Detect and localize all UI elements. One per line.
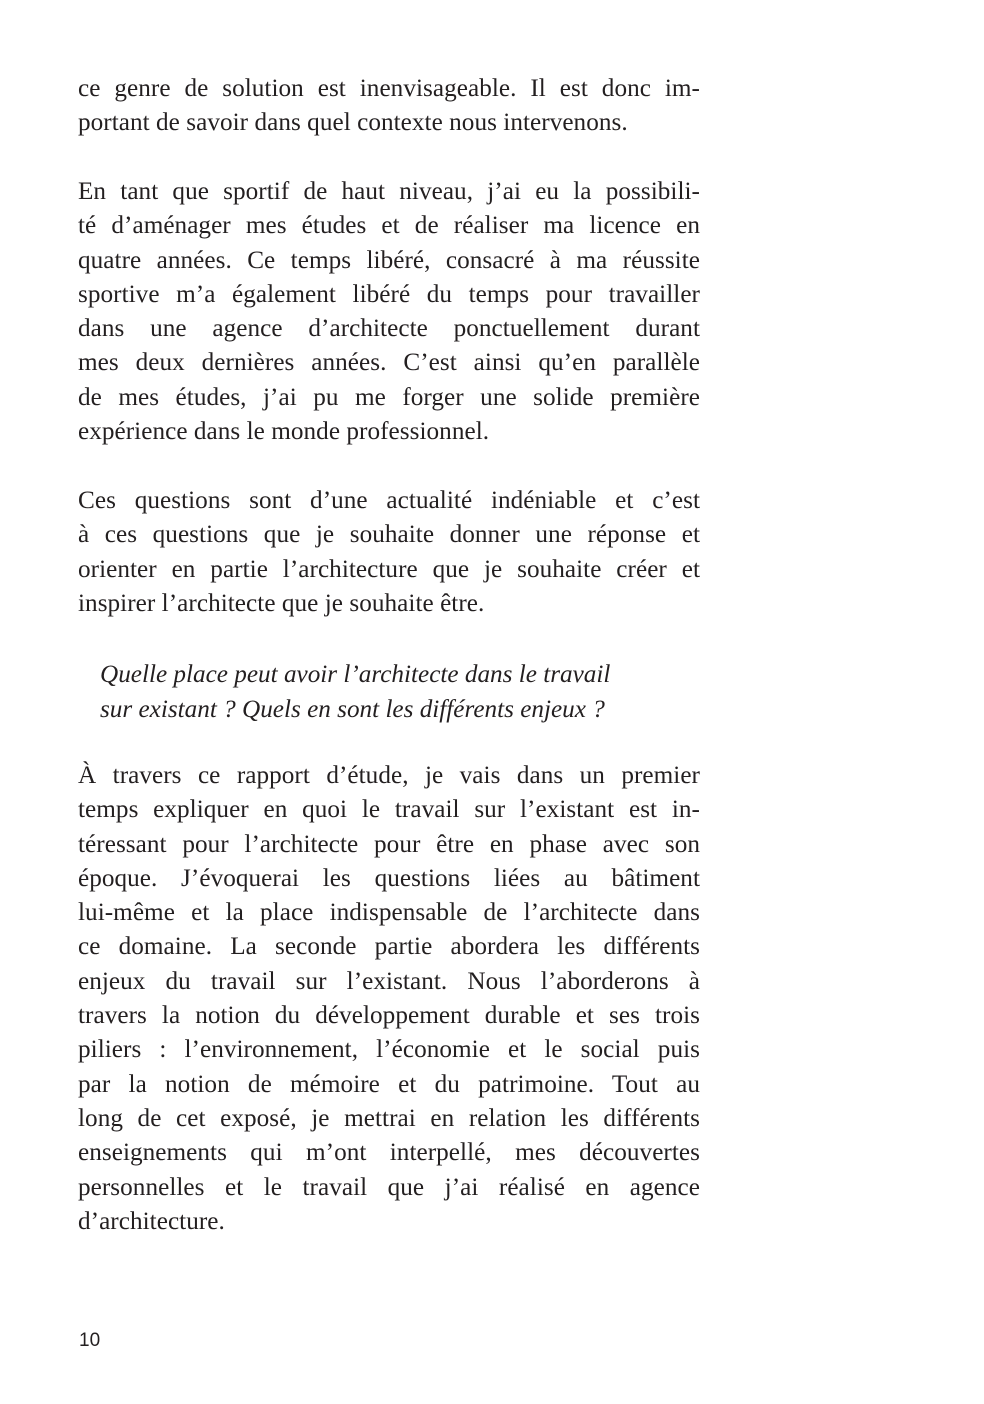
research-question [100, 657, 700, 727]
text-line: À travers ce rapport d’étude, je vais dans un premier [78, 762, 700, 789]
text-line: enseignements qui m’ont interpellé, mes découvertes [78, 1139, 700, 1167]
text-line: ce genre de solution est inenvisageable. Il est donc im- [78, 75, 700, 102]
text-line: long de cet exposé, je mettrai en relation les différents [78, 1104, 700, 1132]
paragraph-athlete-experience [78, 175, 700, 449]
paragraph-report-outline [78, 759, 700, 1239]
text-line: dans une agence d’architecte ponctuellement durant [78, 315, 700, 343]
text-line: orienter en partie l’architecture que je souhaite créer et [78, 555, 700, 583]
text-line: piliers : l’environnement, l’économie et le social puis [78, 1036, 700, 1064]
text-line: personnelles et le travail que j’ai réalisé en agence [78, 1173, 700, 1201]
question-line: Quelle place peut avoir l’architecte dans le travail [100, 661, 611, 688]
paragraph-current-questions [78, 484, 700, 621]
text-line: d’architecture. [78, 1207, 225, 1235]
text-line: mes deux dernières années. C’est ainsi qu’en parallèle [78, 349, 700, 377]
text-line: époque. J’évoquerai les questions liées au bâtiment [78, 864, 700, 892]
page-number: 10 [79, 1330, 101, 1351]
text-line: ce domaine. La seconde partie abordera les différents [78, 933, 700, 961]
text-line: En tant que sportif de haut niveau, j’ai eu la possibili- [78, 178, 700, 205]
paragraph-intro-continuation [78, 72, 700, 141]
text-line: té d’aménager mes études et de réaliser ma licence en [78, 212, 700, 240]
text-line: de mes études, j’ai pu me forger une solide première [78, 383, 700, 411]
text-line: par la notion de mémoire et du patrimoine. Tout au [78, 1070, 700, 1098]
text-line: portant de savoir dans quel contexte nous intervenons. [78, 109, 628, 137]
text-line: lui-même et la place indispensable de l’architecte dans [78, 899, 700, 927]
text-line: Ces questions sont d’une actualité indéniable et c’est [78, 487, 700, 514]
text-line: travers la notion du développement durable et ses trois [78, 1002, 700, 1030]
text-line: temps expliquer en quoi le travail sur l’existant est in- [78, 796, 700, 824]
text-line: enjeux du travail sur l’existant. Nous l’aborderons à [78, 967, 700, 995]
text-line: téressant pour l’architecte pour être en phase avec son [78, 830, 700, 858]
text-line: sportive m’a également libéré du temps pour travailler [78, 280, 700, 308]
text-line: quatre années. Ce temps libéré, consacré à ma réussite [78, 246, 700, 274]
question-line: sur existant ? Quels en sont les différents enjeux ? [100, 696, 605, 723]
text-line: à ces questions que je souhaite donner une réponse et [78, 521, 700, 549]
text-line: inspirer l’architecte que je souhaite être. [78, 589, 485, 617]
text-line: expérience dans le monde professionnel. [78, 418, 490, 446]
